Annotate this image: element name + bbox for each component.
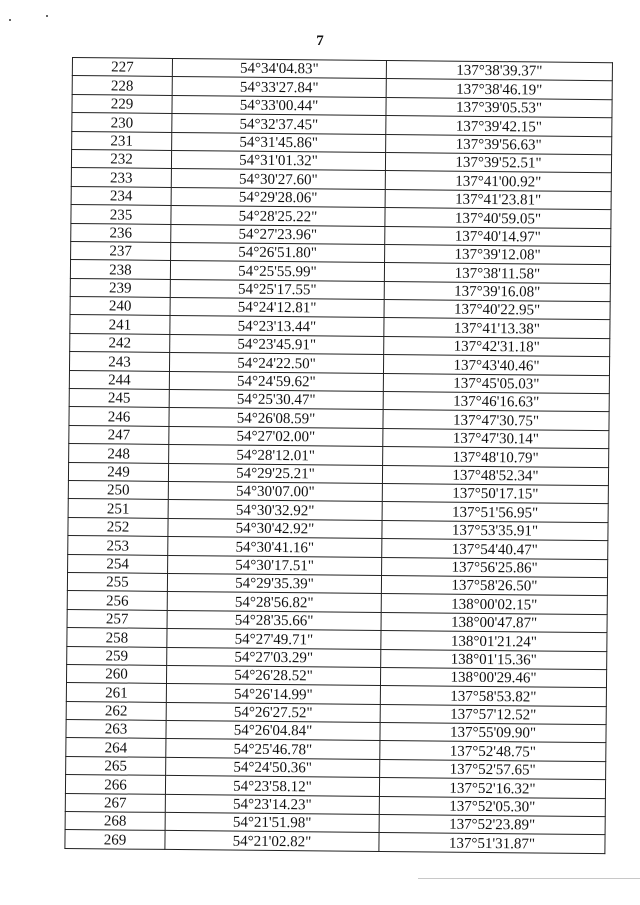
latitude-cell: 54°28'35.66" — [167, 610, 381, 630]
longitude-cell: 137°45'05.03" — [383, 373, 609, 394]
longitude-cell: 137°56'25.86" — [382, 557, 608, 578]
latitude-cell: 54°23'58.12" — [165, 776, 379, 796]
latitude-cell: 54°26'28.52" — [166, 665, 380, 685]
point-number-cell: 238 — [70, 260, 170, 279]
latitude-cell: 54°24'22.50" — [169, 353, 383, 373]
latitude-cell: 54°25'17.55" — [170, 279, 384, 299]
point-number-cell: 266 — [65, 775, 165, 794]
longitude-cell: 137°40'14.97" — [385, 226, 611, 247]
point-number-cell: 269 — [65, 830, 165, 849]
longitude-cell: 138°00'47.87" — [381, 612, 607, 633]
longitude-cell: 137°52'23.89" — [379, 814, 605, 835]
point-number-cell: 244 — [69, 370, 169, 389]
latitude-cell: 54°28'12.01" — [169, 445, 383, 465]
page-number: 7 — [316, 33, 324, 49]
latitude-cell: 54°25'55.99" — [170, 261, 384, 281]
latitude-cell: 54°29'25.21" — [168, 463, 382, 483]
latitude-cell: 54°24'12.81" — [170, 298, 384, 318]
longitude-cell: 137°39'16.08" — [384, 281, 610, 302]
longitude-cell: 138°00'02.15" — [381, 594, 607, 615]
longitude-cell: 137°51'31.87" — [379, 833, 605, 854]
longitude-cell: 137°39'56.63" — [386, 134, 612, 155]
point-number-cell: 264 — [66, 738, 166, 757]
point-number-cell: 241 — [70, 315, 170, 334]
latitude-cell: 54°28'56.82" — [167, 592, 381, 612]
latitude-cell: 54°25'30.47" — [169, 389, 383, 409]
point-number-cell: 240 — [70, 297, 170, 316]
longitude-cell: 137°47'30.75" — [383, 410, 609, 431]
point-number-cell: 229 — [72, 94, 172, 113]
point-number-cell: 260 — [66, 664, 166, 683]
longitude-cell: 137°53'35.91" — [382, 520, 608, 541]
longitude-cell: 137°41'00.92" — [385, 171, 611, 192]
latitude-cell: 54°31'01.32" — [171, 150, 385, 170]
latitude-cell: 54°32'37.45" — [172, 114, 386, 134]
coordinates-table — [64, 57, 613, 854]
point-number-cell: 268 — [65, 811, 165, 830]
latitude-cell: 54°24'59.62" — [169, 371, 383, 391]
longitude-cell: 137°54'40.47" — [382, 539, 608, 560]
longitude-cell: 137°52'57.65" — [380, 759, 606, 780]
longitude-cell: 137°42'31.18" — [384, 336, 610, 357]
longitude-cell: 137°41'13.38" — [384, 318, 610, 339]
latitude-cell: 54°23'45.91" — [170, 334, 384, 354]
longitude-cell: 137°46'16.63" — [383, 392, 609, 413]
latitude-cell: 54°30'27.60" — [171, 169, 385, 189]
latitude-cell: 54°31'45.86" — [172, 132, 386, 152]
longitude-cell: 137°48'10.79" — [383, 447, 609, 468]
longitude-cell: 137°52'48.75" — [380, 741, 606, 762]
longitude-cell: 137°38'11.58" — [384, 263, 610, 284]
point-number-cell: 228 — [72, 76, 172, 95]
point-number-cell: 265 — [66, 756, 166, 775]
longitude-cell: 137°40'59.05" — [385, 208, 611, 229]
latitude-cell: 54°27'49.71" — [167, 629, 381, 649]
latitude-cell: 54°21'02.82" — [165, 831, 379, 851]
point-number-cell: 242 — [70, 333, 170, 352]
point-number-cell: 250 — [68, 480, 168, 499]
point-number-cell: 230 — [72, 113, 172, 132]
point-number-cell: 259 — [67, 646, 167, 665]
longitude-cell: 137°48'52.34" — [382, 465, 608, 486]
latitude-cell: 54°30'41.16" — [168, 537, 382, 557]
latitude-cell: 54°23'14.23" — [165, 794, 379, 814]
point-number-cell: 235 — [71, 205, 171, 224]
latitude-cell: 54°34'04.83" — [172, 58, 386, 78]
scan-speck — [9, 19, 11, 21]
longitude-cell: 137°41'23.81" — [385, 189, 611, 210]
point-number-cell: 237 — [71, 241, 171, 260]
point-number-cell: 236 — [71, 223, 171, 242]
point-number-cell: 232 — [71, 149, 171, 168]
latitude-cell: 54°29'28.06" — [171, 187, 385, 207]
point-number-cell: 234 — [71, 186, 171, 205]
latitude-cell: 54°26'27.52" — [166, 702, 380, 722]
longitude-cell: 137°51'56.95" — [382, 502, 608, 523]
latitude-cell: 54°21'51.98" — [165, 812, 379, 832]
point-number-cell: 247 — [69, 425, 169, 444]
point-number-cell: 249 — [68, 462, 168, 481]
longitude-cell: 138°00'29.46" — [380, 667, 606, 688]
latitude-cell: 54°27'02.00" — [169, 426, 383, 446]
point-number-cell: 248 — [69, 444, 169, 463]
point-number-cell: 258 — [67, 628, 167, 647]
latitude-cell: 54°23'13.44" — [170, 316, 384, 336]
point-number-cell: 255 — [67, 572, 167, 591]
longitude-cell: 137°39'42.15" — [386, 116, 612, 137]
point-number-cell: 263 — [66, 720, 166, 739]
longitude-cell: 137°58'26.50" — [381, 575, 607, 596]
point-number-cell: 233 — [71, 168, 171, 187]
latitude-cell: 54°26'08.59" — [169, 408, 383, 428]
point-number-cell: 246 — [69, 407, 169, 426]
point-number-cell: 256 — [67, 591, 167, 610]
longitude-cell: 137°40'22.95" — [384, 300, 610, 321]
latitude-cell: 54°30'17.51" — [168, 555, 382, 575]
latitude-cell: 54°28'25.22" — [171, 206, 385, 226]
longitude-cell: 137°38'39.37" — [386, 61, 612, 82]
coordinates-table-body — [65, 58, 613, 854]
latitude-cell: 54°25'46.78" — [166, 739, 380, 759]
longitude-cell: 137°47'30.14" — [383, 428, 609, 449]
latitude-cell: 54°27'23.96" — [171, 224, 385, 244]
longitude-cell: 137°39'12.08" — [385, 244, 611, 265]
latitude-cell: 54°26'14.99" — [166, 684, 380, 704]
point-number-cell: 251 — [68, 499, 168, 518]
longitude-cell: 137°52'05.30" — [379, 796, 605, 817]
latitude-cell: 54°30'07.00" — [168, 481, 382, 501]
longitude-cell: 137°50'17.15" — [382, 483, 608, 504]
longitude-cell: 137°39'05.53" — [386, 97, 612, 118]
point-number-cell: 243 — [69, 352, 169, 371]
longitude-cell: 138°01'15.36" — [381, 649, 607, 670]
longitude-cell: 138°01'21.24" — [381, 631, 607, 652]
latitude-cell: 54°33'00.44" — [172, 95, 386, 115]
scan-speck — [46, 15, 48, 17]
point-number-cell: 257 — [67, 609, 167, 628]
latitude-cell: 54°33'27.84" — [172, 77, 386, 97]
longitude-cell: 137°52'16.32" — [379, 778, 605, 799]
point-number-cell: 262 — [66, 701, 166, 720]
latitude-cell: 54°24'50.36" — [166, 757, 380, 777]
point-number-cell: 253 — [68, 536, 168, 555]
point-number-cell: 252 — [68, 517, 168, 536]
point-number-cell: 231 — [72, 131, 172, 150]
longitude-cell: 137°39'52.51" — [385, 152, 611, 173]
latitude-cell: 54°30'32.92" — [168, 500, 382, 520]
longitude-cell: 137°57'12.52" — [380, 704, 606, 725]
point-number-cell: 239 — [70, 278, 170, 297]
point-number-cell: 261 — [66, 683, 166, 702]
point-number-cell: 227 — [72, 58, 172, 77]
longitude-cell: 137°43'40.46" — [383, 355, 609, 376]
latitude-cell: 54°30'42.92" — [168, 518, 382, 538]
latitude-cell: 54°27'03.29" — [167, 647, 381, 667]
point-number-cell: 267 — [65, 793, 165, 812]
longitude-cell: 137°38'46.19" — [386, 79, 612, 100]
point-number-cell: 254 — [68, 554, 168, 573]
longitude-cell: 137°55'09.90" — [380, 723, 606, 744]
latitude-cell: 54°26'04.84" — [166, 720, 380, 740]
footer-rule — [418, 878, 640, 879]
latitude-cell: 54°26'51.80" — [171, 242, 385, 262]
point-number-cell: 245 — [69, 389, 169, 408]
latitude-cell: 54°29'35.39" — [167, 573, 381, 593]
coordinates-table-wrapper — [64, 57, 609, 854]
longitude-cell: 137°58'53.82" — [380, 686, 606, 707]
